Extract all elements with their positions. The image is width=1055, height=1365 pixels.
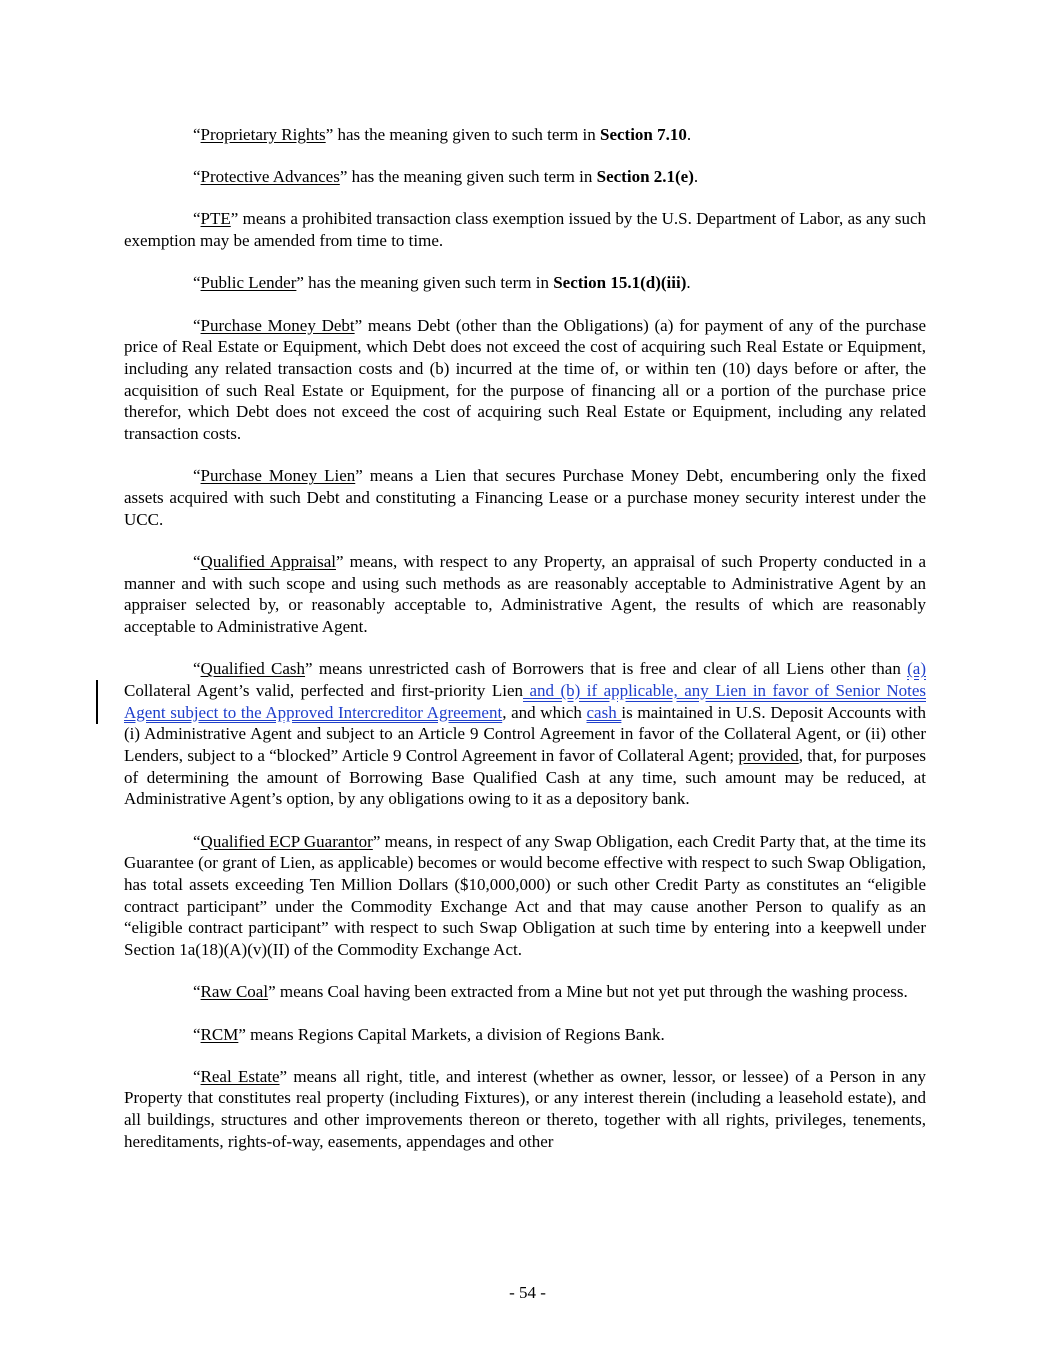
definition-purchase-money-lien: “Purchase Money Lien” means a Lien that secures Purchase Money Debt, encumbering only the fixed assets acquired with such Debt and constituting a Financing Lease or a purchase money security interest under the UCC.	[124, 466, 927, 529]
defined-term: Proprietary Rights	[200, 125, 326, 144]
defined-term: Protective Advances	[200, 167, 340, 187]
definition-public-lender: “Public Lender” has the meaning given such term in Section 15.1(d)(iii).	[193, 273, 691, 293]
definition-rcm: “RCM” means Regions Capital Markets, a division of Regions Bank.	[193, 1024, 665, 1044]
defined-term: Qualified Cash	[200, 659, 306, 679]
defined-term: Purchase Money Lien	[200, 466, 356, 486]
definition-purchase-money-debt: “Purchase Money Debt” means Debt (other than the Obligations) (a) for payment of any of the purchase price of Real Estate or Equipment, which Debt does not exceed the cost of acquiring such Real Estate or Equipment, including any related transaction costs and (b) incurred at the time of, or within ten (10) days before or after, the acquisition of such Real Estate or Equipment, for the purpose of financing all or a portion of the purchase price therefor, which Debt does not exceed the cost of acquiring such Real Estate or Equipment, including any related transaction costs.	[124, 315, 927, 444]
definition-real-estate: “Real Estate” means all right, title, and interest (whether as owner, lessor, or lessee) of a Person in any Property that constitutes real property (including Fixtures), or any interest therein (including a leasehold estate), and all buildings, structures and other improvements thereon or thereto, together with all rights, privileges, tenements, hereditaments, rights-of-way, easements, appendages and other	[124, 1066, 926, 1151]
definition-qualified-cash: “Qualified Cash” means unrestricted cash of Borrowers that is free and clear of all Liens other than (a) Collateral Agent’s valid, perfected and first-priority Lien and (b) if applicable, any Lien in favor of Senior Notes Agent subject to the Approved Intercreditor Agreement, and which cash is maintained in U.S. Deposit Accounts with (i) Administrative Agent and subject to an Article 9 Control Agreement in favor of the Collateral Agent, or (ii) other Lenders, subject to a “blocked” Article 9 Control Agreement in favor of Collateral Agent; provided, that, for purposes of determining the amount of Borrowing Base Qualified Cash at any time, such amount may be reduced, at Administrative Agent’s option, by any obligations owing to it as a depository bank.	[124, 659, 927, 809]
defined-term: Raw Coal	[200, 982, 269, 1002]
defined-term: Purchase Money Debt	[200, 315, 355, 335]
section-reference: Section 7.10	[599, 125, 687, 144]
defined-term: RCM	[200, 1024, 239, 1044]
definition-raw-coal: “Raw Coal” means Coal having been extracted from a Mine but not yet put through the washing process.	[193, 982, 908, 1002]
section-reference: Section 15.1(d)(iii)	[553, 273, 687, 293]
inserted-text: (a)	[907, 659, 926, 679]
inserted-text: and (b) if applicable, any Lien in favor of Senior Notes Agent subject to the Approved Intercreditor Agreement	[124, 680, 926, 722]
definition-qualified-ecp-guarantor: “Qualified ECP Guarantor” means, in respect of any Swap Obligation, each Credit Party that, at the time its Guarantee (or grant of Lien, as applicable) becomes or would become effective with respect to such Swap Obligation, has total assets exceeding Ten Million Dollars ($10,000,000) or such other Credit Party as constitutes an “eligible contract participant” under the Commodity Exchange Act and that may cause another Person to qualify as an “eligible contract participant” with respect to such Swap Obligation at such time by entering into a keepwell under Section 1a(18)(A)(v)(II) of the Commodity Exchange Act.	[124, 831, 926, 960]
definitions-section	[124, 124, 926, 1173]
definition-qualified-appraisal: “Qualified Appraisal” means, with respect to any Property, an appraisal of such Property conducted in a manner and with such scope and using such methods as are reasonably acceptable to Administrative Agent by an appraiser selected by, or reasonably acceptable to, Administrative Agent, the results of which are reasonably acceptable to Administrative Agent.	[124, 551, 926, 636]
provided-keyword: provided	[738, 745, 799, 765]
section-reference: Section 2.1(e)	[596, 167, 694, 187]
defined-term: Qualified Appraisal	[200, 551, 336, 571]
definition-pte: “PTE” means a prohibited transaction class exemption issued by the U.S. Department of Labor, as any such exemption may be amended from time to time.	[124, 209, 926, 251]
defined-term: Public Lender	[200, 273, 297, 293]
defined-term: Qualified ECP Guarantor	[200, 831, 373, 851]
inserted-text: cash	[586, 702, 622, 722]
revision-change-bar	[96, 680, 98, 724]
definition-proprietary-rights: “Proprietary Rights” has the meaning given to such term in Section 7.10.	[193, 125, 692, 144]
definition-protective-advances: “Protective Advances” has the meaning given such term in Section 2.1(e).	[193, 167, 699, 187]
page-number: - 54 -	[509, 1283, 546, 1302]
defined-term: Real Estate	[200, 1066, 280, 1086]
defined-term: PTE	[200, 209, 231, 229]
